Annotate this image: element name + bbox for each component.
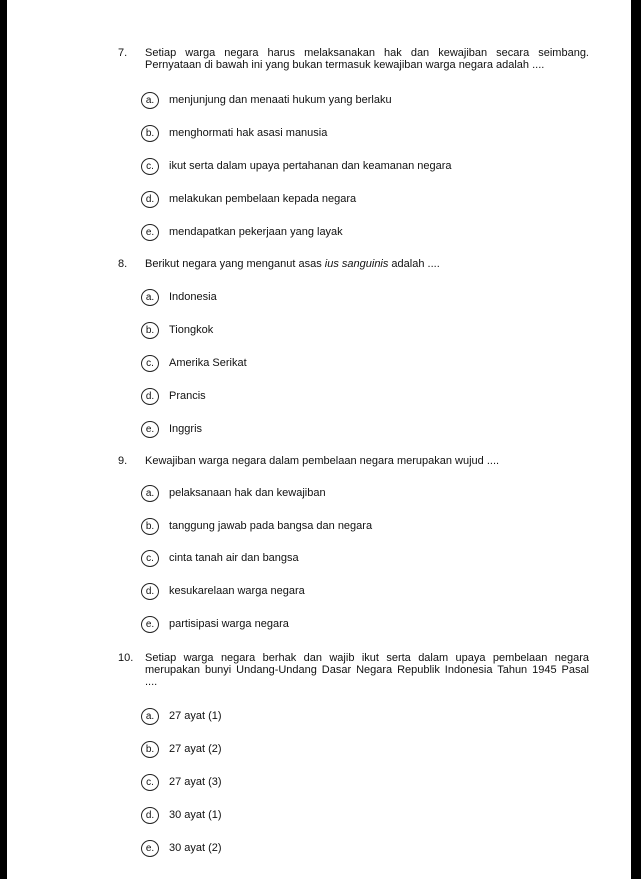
question-text [145,258,589,270]
question-number: 7. [118,47,128,59]
option-text: Indonesia [169,291,217,303]
option-letter: a. [141,708,159,725]
question-text-part: adalah .... [388,258,440,270]
option-text: 30 ayat (1) [169,809,222,821]
option-8c[interactable] [141,355,541,373]
question-line: .... [145,676,158,688]
question-text-part: Berikut negara yang menganut asas [145,258,325,270]
option-letter: d. [141,807,159,824]
question-text [145,652,589,688]
option-letter: c. [141,550,159,567]
option-text: tanggung jawab pada bangsa dan negara [169,520,373,532]
option-7a[interactable] [141,92,541,110]
option-letter: e. [141,421,159,438]
option-letter: c. [141,774,159,791]
option-text: 27 ayat (2) [169,743,222,755]
option-9e[interactable] [141,616,541,634]
option-letter: a. [141,485,159,502]
option-8b[interactable] [141,322,541,340]
question-line: Setiap warga negara berhak dan wajib ikut serta dalam upaya pembelaan negara [145,652,589,664]
option-8e[interactable] [141,421,541,439]
option-letter: b. [141,125,159,142]
question-text [145,47,589,71]
option-text: partisipasi warga negara [169,618,289,630]
question-line: merupakan bunyi Undang-Undang Dasar Negara Republik Indonesia Tahun 1945 Pasal [145,664,589,676]
option-7b[interactable] [141,125,541,143]
option-10e[interactable] [141,840,541,858]
option-text: Prancis [169,390,206,402]
question-number: 8. [118,258,128,270]
option-9c[interactable] [141,550,541,568]
option-10b[interactable] [141,741,541,759]
option-9d[interactable] [141,583,541,601]
option-7e[interactable] [141,224,541,242]
option-7c[interactable] [141,158,541,176]
option-text: mendapatkan pekerjaan yang layak [169,226,343,238]
question-text: Kewajiban warga negara dalam pembelaan negara merupakan wujud .... [145,455,500,467]
question-line: Setiap warga negara harus melaksanakan hak dan kewajiban secara seimbang. [145,47,589,59]
option-10c[interactable] [141,774,541,792]
option-text: 27 ayat (1) [169,710,222,722]
option-letter: d. [141,583,159,600]
option-letter: d. [141,388,159,405]
option-text: Tiongkok [169,324,214,336]
option-letter: a. [141,92,159,109]
option-letter: b. [141,741,159,758]
option-text: Inggris [169,423,203,435]
option-text: menjunjung dan menaati hukum yang berlaku [169,94,392,106]
option-9b[interactable] [141,518,541,536]
question-number: 9. [118,455,128,467]
option-letter: c. [141,355,159,372]
worksheet-page [7,0,631,879]
option-letter: a. [141,289,159,306]
question-text-italic: ius sanguinis [324,258,389,270]
option-8d[interactable] [141,388,541,406]
option-8a[interactable] [141,289,541,307]
option-text: cinta tanah air dan bangsa [169,552,299,564]
question-number: 10. [118,652,134,664]
option-10d[interactable] [141,807,541,825]
option-text: melakukan pembelaan kepada negara [169,193,357,205]
option-text: pelaksanaan hak dan kewajiban [169,487,326,499]
option-letter: e. [141,840,159,857]
option-letter: e. [141,224,159,241]
option-text: kesukarelaan warga negara [169,585,305,597]
option-text: menghormati hak asasi manusia [169,127,328,139]
option-9a[interactable] [141,485,541,503]
question-line: Pernyataan di bawah ini yang bukan termasuk kewajiban warga negara adalah .... [145,59,545,71]
option-text: 30 ayat (2) [169,842,222,854]
option-letter: b. [141,322,159,339]
option-text: 27 ayat (3) [169,776,222,788]
option-letter: b. [141,518,159,535]
option-letter: e. [141,616,159,633]
option-text: Amerika Serikat [169,357,247,369]
option-letter: c. [141,158,159,175]
option-7d[interactable] [141,191,541,209]
option-text: ikut serta dalam upaya pertahanan dan keamanan negara [169,160,452,172]
option-letter: d. [141,191,159,208]
option-10a[interactable] [141,708,541,726]
